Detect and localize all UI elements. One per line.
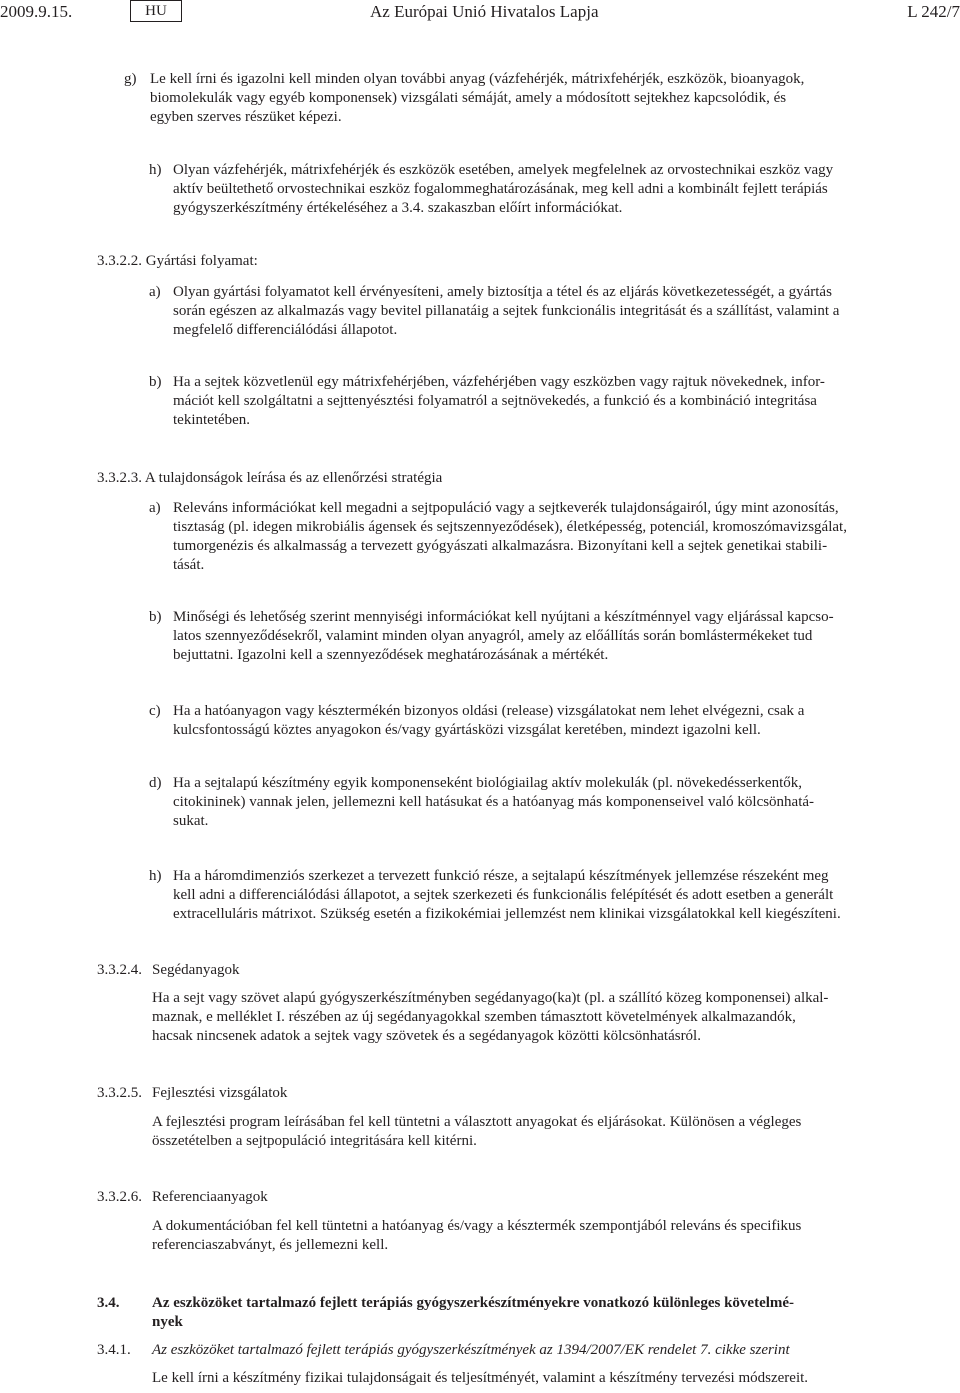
item-line: során egészen az alkalmazás vagy bevitel pillanatáig a sejtek funkcionális integritását és a szállítást, valamint a <box>173 303 840 319</box>
item-line: Ha a sejtalapú készítmény egyik komponenseként biológiailag aktív molekulák (pl. növekedésserkentők, <box>173 775 802 791</box>
item-line: Minőségi és lehetőség szerint mennyiségi információkat kell nyújtani a készítménnyel vagy eljárással kapcso- <box>173 609 834 625</box>
journal-title: Az Európai Unió Hivatalos Lapja <box>370 2 599 21</box>
item-label: h) <box>149 868 162 884</box>
item-3323-b <box>149 608 863 665</box>
item-line: tumorgenézis és alkalmasság a tervezett gyógyászati alkalmazásra. Bizonyítani kell a sejtek genetikai stabili- <box>173 538 828 554</box>
item-line: gyógyszerkészítmény értékeléséhez a 3.4. szakaszban előírt információkat. <box>173 200 623 216</box>
section-number-34: 3.4. <box>97 1295 120 1311</box>
item-3323-a <box>149 499 863 575</box>
item-line: Ha a sejtek közvetlenül egy mátrixfehérjében, vázfehérjében vagy eszközben vagy rajtuk növekednek, infor- <box>173 374 825 390</box>
item-line: bejuttatni. Igazolni kell a szennyeződések meghatározásának a mértékét. <box>173 647 609 663</box>
section-number-3326: 3.3.2.6. <box>97 1189 142 1205</box>
item-3323-d <box>149 774 863 831</box>
item-3323-c <box>149 702 863 740</box>
item-line: tását. <box>173 557 205 573</box>
item-label: a) <box>149 500 161 516</box>
item-line: kell adni a differenciálódási állapotot, a sejtek szerkezeti és funkcionális felépítését és adott esetben a generált <box>173 887 834 903</box>
item-line: megfelelő differenciálódási állapotot. <box>173 322 398 338</box>
item-3323-h <box>149 867 863 924</box>
section-heading-3322: 3.3.2.2. Gyártási folyamat: <box>97 253 258 269</box>
section-body-3324 <box>152 989 863 1046</box>
section-body-3326 <box>152 1217 863 1255</box>
item-h-devices <box>149 161 863 218</box>
section-title-34 <box>152 1294 863 1332</box>
item-line: Olyan gyártási folyamatot kell érvényesíteni, amely biztosítja a tétel és az eljárás következetességét, a gyártás <box>173 284 832 300</box>
item-g <box>124 70 862 127</box>
item-line: tekintetében. <box>173 412 251 428</box>
item-label: b) <box>149 374 162 390</box>
page-header <box>0 0 960 40</box>
item-label: b) <box>149 609 162 625</box>
item-line: latos szennyeződésekről, valamint minden olyan anyagról, amely az előállítás során bomlástermékeket tud <box>173 628 813 644</box>
publication-date: 2009.9.15. <box>0 2 73 21</box>
item-line: tisztaság (pl. idegen mikrobiális ágensek és sejtszennyeződések), életképesség, potenciál, kromoszómavizsgálat, <box>173 519 847 535</box>
body-line: Ha a sejt vagy szövet alapú gyógyszerkészítményben segédanyago(ka)t (pl. a szállító közeg komponensei) alkal- <box>152 990 829 1006</box>
item-label: c) <box>149 703 161 719</box>
section-heading-3323: 3.3.2.3. A tulajdonságok leírása és az ellenőrzési stratégia <box>97 470 443 486</box>
item-line: mációt kell szolgáltatni a sejttenyésztési folyamatról a sejtnövekedés, a funkció és a kombináció integritása <box>173 393 817 409</box>
section-number-341: 3.4.1. <box>97 1342 131 1358</box>
item-label: h) <box>149 162 162 178</box>
body-line: maznak, e melléklet I. részében az új segédanyagokkal szemben támasztott követelmények alkalmazandók, <box>152 1009 796 1025</box>
item-line: kulcsfontosságú köztes anyagokon és/vagy gyártásközi vizsgálat keretében, mindezt igazolni kell. <box>173 722 761 738</box>
language-badge: HU <box>130 0 182 22</box>
body-line: összetételben a sejtpopuláció integritására kell kitérni. <box>152 1133 477 1149</box>
section-body-341: Le kell írni a készítmény fizikai tulajdonságait és teljesítményét, valamint a készítmény tervezési módszereit. <box>152 1370 809 1386</box>
body-line: A dokumentációban fel kell tüntetni a hatóanyag és/vagy a késztermék szempontjából releváns és specifikus <box>152 1218 802 1234</box>
item-line: Olyan vázfehérjék, mátrixfehérjék és eszközök esetében, amelyek megfelelnek az orvostechnikai eszköz vagy <box>173 162 834 178</box>
page-number: L 242/7 <box>907 2 960 21</box>
item-line: Le kell írni és igazolni kell minden olyan további anyag (vázfehérjék, mátrixfehérjék, eszközök, bioanyagok, <box>150 71 805 87</box>
item-line: aktív beültethető orvostechnikai eszköz fogalommeghatározásának, meg kell adni a kombinált fejlett terápiás <box>173 181 828 197</box>
section-body-3325 <box>152 1113 863 1151</box>
item-label: a) <box>149 284 161 300</box>
item-line: citokininek) vannak jelen, jellemezni kell hatásukat és a hatóanyag más komponenseivel való kölcsönhatá- <box>173 794 815 810</box>
item-line: egyben szerves részüket képezi. <box>150 109 342 125</box>
body-line: A fejlesztési program leírásában fel kell tüntetni a választott anyagokat és eljárásokat. Különösen a végleges <box>152 1114 802 1130</box>
item-line: sukat. <box>173 813 209 829</box>
body-line: hacsak nincsenek adatok a sejtek vagy szövetek és a segédanyagok közötti kölcsönhatásról. <box>152 1028 701 1044</box>
item-line: biomolekulák vagy egyéb komponensek) vizsgálati sémáját, amely a módosított sejtekhez kapcsolódik, és <box>150 90 787 106</box>
section-title-341: Az eszközöket tartalmazó fejlett terápiás gyógyszerkészítmények az 1394/2007/EK rendelet 7. cikke szerint <box>152 1342 790 1358</box>
item-line: Ha a háromdimenziós szerkezet a tervezett funkció része, a sejtalapú készítmények jellemzése részeként meg <box>173 868 829 884</box>
section-title-3325: Fejlesztési vizsgálatok <box>152 1085 288 1101</box>
body-line: referenciaszabványt, és jellemezni kell. <box>152 1237 389 1253</box>
item-line: Releváns információkat kell megadni a sejtpopuláció vagy a sejtkeverék tulajdonságairól, úgy mint azonosítás, <box>173 500 839 516</box>
item-label: g) <box>124 71 137 87</box>
item-line: Ha a hatóanyagon vagy késztermékén bizonyos oldási (release) vizsgálatokat nem lehet elvégezni, csak a <box>173 703 805 719</box>
section-number-3324: 3.3.2.4. <box>97 962 142 978</box>
item-3322-b <box>149 373 863 430</box>
item-3322-a <box>149 283 863 340</box>
section-title-3324: Segédanyagok <box>152 962 240 978</box>
item-label: d) <box>149 775 162 791</box>
section-title-3326: Referenciaanyagok <box>152 1189 268 1205</box>
item-line: extracelluláris mátrixot. Szükség esetén a fizikokémiai jellemzést nem klinikai vizsgálatokkal kell kiegészíteni. <box>173 906 841 922</box>
title-line: nyek <box>152 1314 183 1330</box>
section-number-3325: 3.3.2.5. <box>97 1085 142 1101</box>
title-line: Az eszközöket tartalmazó fejlett terápiás gyógyszerkészítményekre vonatkozó különleges követelmé- <box>152 1295 795 1311</box>
